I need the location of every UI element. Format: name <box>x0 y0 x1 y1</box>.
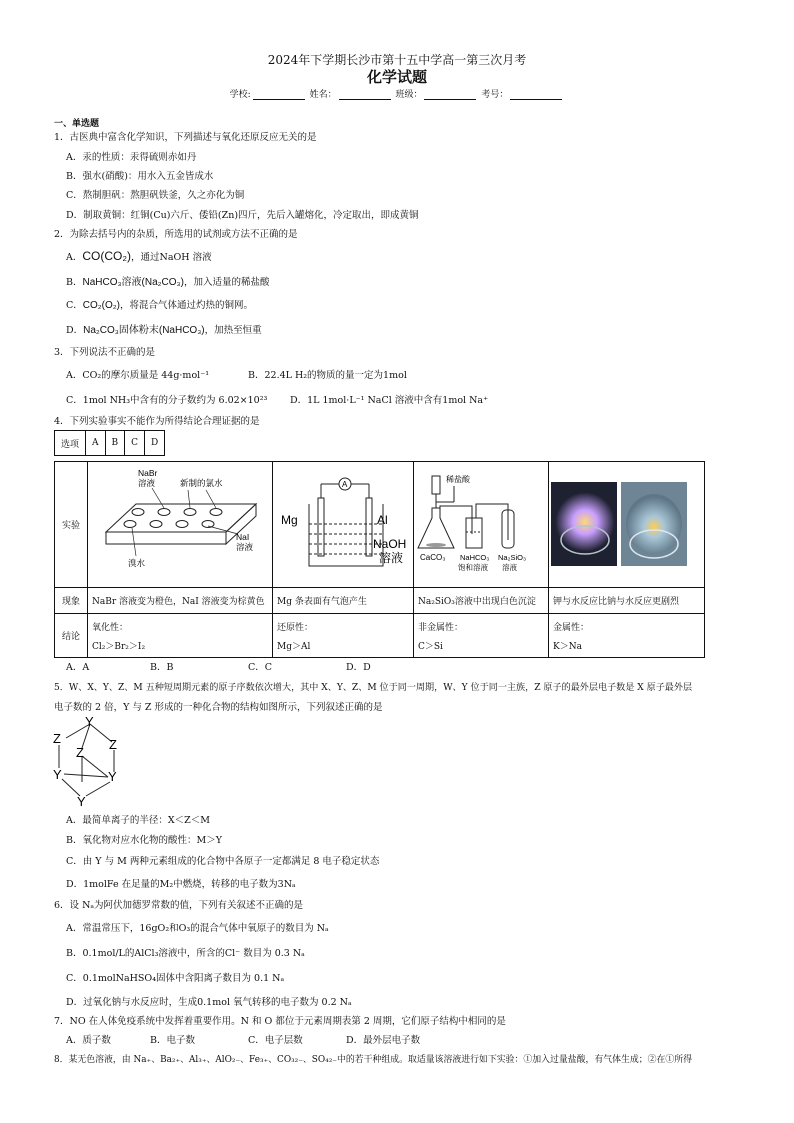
student-info-line <box>0 87 794 100</box>
school-label: 学校: <box>229 90 251 100</box>
question-7-option-b: B．电子数 <box>150 1035 195 1046</box>
question-5-option-a: A．最简单离子的半径：X＜Z＜M <box>66 815 210 826</box>
question-5-option-d: D．1molFe 在足量的M₂中燃烧，转移的电子数为3Nₐ <box>66 879 296 890</box>
question-3-option-c: C．1mol NH₃中含有的分子数约为 6.02×10²³ <box>66 395 268 406</box>
svg-text:Z: Z <box>53 731 61 746</box>
conclusion-b: 还原性： Mg＞Al <box>273 614 414 658</box>
conclusion-c: 非金属性： C＞Si <box>414 614 549 658</box>
class-label: 班级： <box>395 90 423 100</box>
question-6-stem: 6．设 Nₐ为阿伏加德罗常数的值，下列有关叙述不正确的是 <box>54 900 304 911</box>
question-4-answer-d: D．D <box>346 662 371 673</box>
y-z-compound-structure <box>50 712 130 808</box>
svg-text:稀盐酸: 稀盐酸 <box>446 475 470 484</box>
svg-text:CaCO₃: CaCO₃ <box>420 553 446 562</box>
question-5-option-c: C．由 Y 与 M 两种元素组成的化合物中各原子一定都满足 8 电子稳定状态 <box>66 856 380 867</box>
experiment-b-cell <box>273 462 414 588</box>
question-7-option-a: A．质子数 <box>66 1035 111 1046</box>
question-2-option-c: C．CO₂(O₂)，将混合气体通过灼热的铜网。 <box>66 300 253 311</box>
row-label-experiment: 实验 <box>55 462 88 588</box>
question-3-option-b: B．22.4L H₂的物质的量一定为1mol <box>248 370 407 381</box>
name-blank <box>339 89 391 100</box>
svg-text:溶液: 溶液 <box>138 478 156 488</box>
phenomenon-d: 钾与水反应比钠与水反应更剧烈 <box>549 588 705 614</box>
header-cell: B <box>105 431 125 456</box>
exam-number-blank <box>510 89 562 100</box>
phenomenon-b: Mg 条表面有气泡产生 <box>273 588 414 614</box>
question-4-answer-a: A．A <box>66 662 90 673</box>
question-2-option-b: B．NaHCO₃溶液(Na₂CO₃)，加入适量的稀盐酸 <box>66 277 270 288</box>
svg-text:新制的氯水: 新制的氯水 <box>180 478 223 488</box>
svg-text:Al: Al <box>377 513 388 527</box>
header-cell: A <box>86 431 106 456</box>
question-2-stem: 2．为除去括号内的杂质，所选用的试剂或方法不正确的是 <box>54 229 298 240</box>
header-cell: C <box>125 431 145 456</box>
experiment-a-cell <box>88 462 273 588</box>
svg-text:NaHCO₃: NaHCO₃ <box>460 553 490 562</box>
question-6-option-b: B．0.1mol/L的AlCl₃溶液中，所含的Cl⁻ 数目为 0.3 Nₐ <box>66 948 305 959</box>
question-7-option-c: C．电子层数 <box>248 1035 303 1046</box>
question-3-option-a: A．CO₂的摩尔质量是 44g·mol⁻¹ <box>66 370 210 381</box>
question-6-option-d: D．过氧化钠与水反应时，生成0.1mol 氧气转移的电子数为 0.2 Nₐ <box>66 997 352 1008</box>
question-3-stem: 3．下列说法不正确的是 <box>54 347 156 358</box>
row-label-conclusion: 结论 <box>55 614 88 658</box>
question-1-option-d: D．制取黄铜：红铜(Cu)六斤、倭铅(Zn)四斤，先后入罐熔化，冷定取出，即成黄铜 <box>66 210 419 221</box>
class-blank <box>424 89 476 100</box>
question-2-option-a: A．CO(CO₂)，通过NaOH 溶液 <box>66 249 212 263</box>
alkali-metal-water-photos <box>549 462 699 584</box>
svg-text:Z: Z <box>76 745 84 760</box>
question-6-option-a: A．常温常压下，16gO₂和O₃的混合气体中氧原子的数目为 Nₐ <box>66 923 329 934</box>
question-7-option-d: D．最外层电子数 <box>346 1035 421 1046</box>
question-1-option-c: C．熬制胆矾：熬胆矾铁釜，久之亦化为铜 <box>66 190 245 201</box>
svg-text:溶液: 溶液 <box>236 542 254 552</box>
question-4-option-header-table <box>54 430 165 456</box>
conclusion-d: 金属性： K＞Na <box>549 614 705 658</box>
svg-text:Y: Y <box>85 714 94 729</box>
svg-text:Y: Y <box>77 794 86 808</box>
svg-text:NaOH: NaOH <box>373 537 407 551</box>
svg-text:饱和溶液: 饱和溶液 <box>458 563 488 572</box>
svg-text:Y: Y <box>53 767 62 782</box>
svg-text:溶液: 溶液 <box>379 551 404 565</box>
question-7-stem: 7．NO 在人体免疫系统中发挥着重要作用。N 和 O 都位于元素周期表第 2 周期，它们原子结构中相同的是 <box>54 1016 506 1027</box>
question-8-stem: 8．某无色溶液，由 Na₊、Ba₂₊、Al₃₊、AlO₂₋、Fe₃₊、CO₃₂₋、SO₄₂₋中的若干种组成。取适量该溶液进行如下实验：①加入过量盐酸，有气体生成；②在①所得 <box>54 1055 692 1065</box>
question-1-option-a: A．汞的性质：汞得硫则赤如丹 <box>66 152 197 163</box>
question-5-option-b: B．氧化物对应水化物的酸性：M＞Y <box>66 835 222 846</box>
header-cell: D <box>145 431 165 456</box>
conclusion-a: 氧化性： Cl₂＞Br₂＞I₂ <box>88 614 273 658</box>
question-5-stem-line1: 5．W、X、Y、Z、M 五种短周期元素的原子序数依次增大，其中 X、Y、Z、M 位于同一周期，W、Y 位于同一主族，Z 原子的最外层电子数是 X 原子最外层 <box>54 683 693 693</box>
svg-text:溴水: 溴水 <box>128 558 146 568</box>
svg-text:溶液: 溶液 <box>502 563 517 572</box>
header-cell: 选项 <box>55 431 86 456</box>
svg-text:A: A <box>342 480 348 489</box>
exam-number-label: 考号： <box>481 90 509 100</box>
svg-text:Na₂SiO₃: Na₂SiO₃ <box>498 553 527 562</box>
svg-text:NaBr: NaBr <box>138 468 158 478</box>
experiment-c-cell <box>414 462 549 588</box>
name-label: 姓名： <box>309 90 337 100</box>
svg-text:NaI: NaI <box>236 532 250 542</box>
acid-strength-apparatus-diagram <box>414 462 548 584</box>
question-1-stem: 1．古医典中富含化学知识，下列描述与氧化还原反应无关的是 <box>54 132 317 143</box>
experiment-d-cell <box>549 462 705 588</box>
question-2-option-d: D．Na₂CO₃固体粉末(NaHCO₃)，加热至恒重 <box>66 325 262 336</box>
page-title: 2024年下学期长沙市第十五中学高一第三次月考 <box>267 53 527 67</box>
page-subtitle: 化学试题 <box>366 68 427 86</box>
row-label-phenomenon: 现象 <box>55 588 88 614</box>
question-4-answer-c: C．C <box>248 662 273 673</box>
question-6-option-c: C．0.1molNaHSO₄固体中含阳离子数目为 0.1 Nₐ <box>66 973 285 984</box>
question-4-stem: 4．下列实验事实不能作为所得结论合理证据的是 <box>54 416 260 427</box>
question-5-stem-line2: 电子数的 2 倍，Y 与 Z 形成的一种化合物的结构如图所示，下列叙述正确的是 <box>54 702 383 713</box>
svg-text:Mg: Mg <box>281 513 298 527</box>
question-4-experiment-table <box>54 461 705 658</box>
question-3-option-d: D．1L 1mol·L⁻¹ NaCl 溶液中含有1mol Na⁺ <box>290 395 489 406</box>
svg-text:Z: Z <box>109 737 117 752</box>
question-4-answer-b: B．B <box>150 662 174 673</box>
svg-text:Y: Y <box>108 769 117 784</box>
school-blank <box>253 89 305 100</box>
phenomenon-a: NaBr 溶液变为橙色，NaI 溶液变为棕黄色 <box>88 588 273 614</box>
question-1-option-b: B．强水(硝酸)：用水入五金皆成水 <box>66 171 214 182</box>
spot-plate-diagram <box>88 462 272 584</box>
phenomenon-c: Na₂SiO₃溶液中出现白色沉淀 <box>414 588 549 614</box>
galvanic-cell-diagram <box>273 462 413 584</box>
section-heading: 一、单选题 <box>54 119 100 129</box>
